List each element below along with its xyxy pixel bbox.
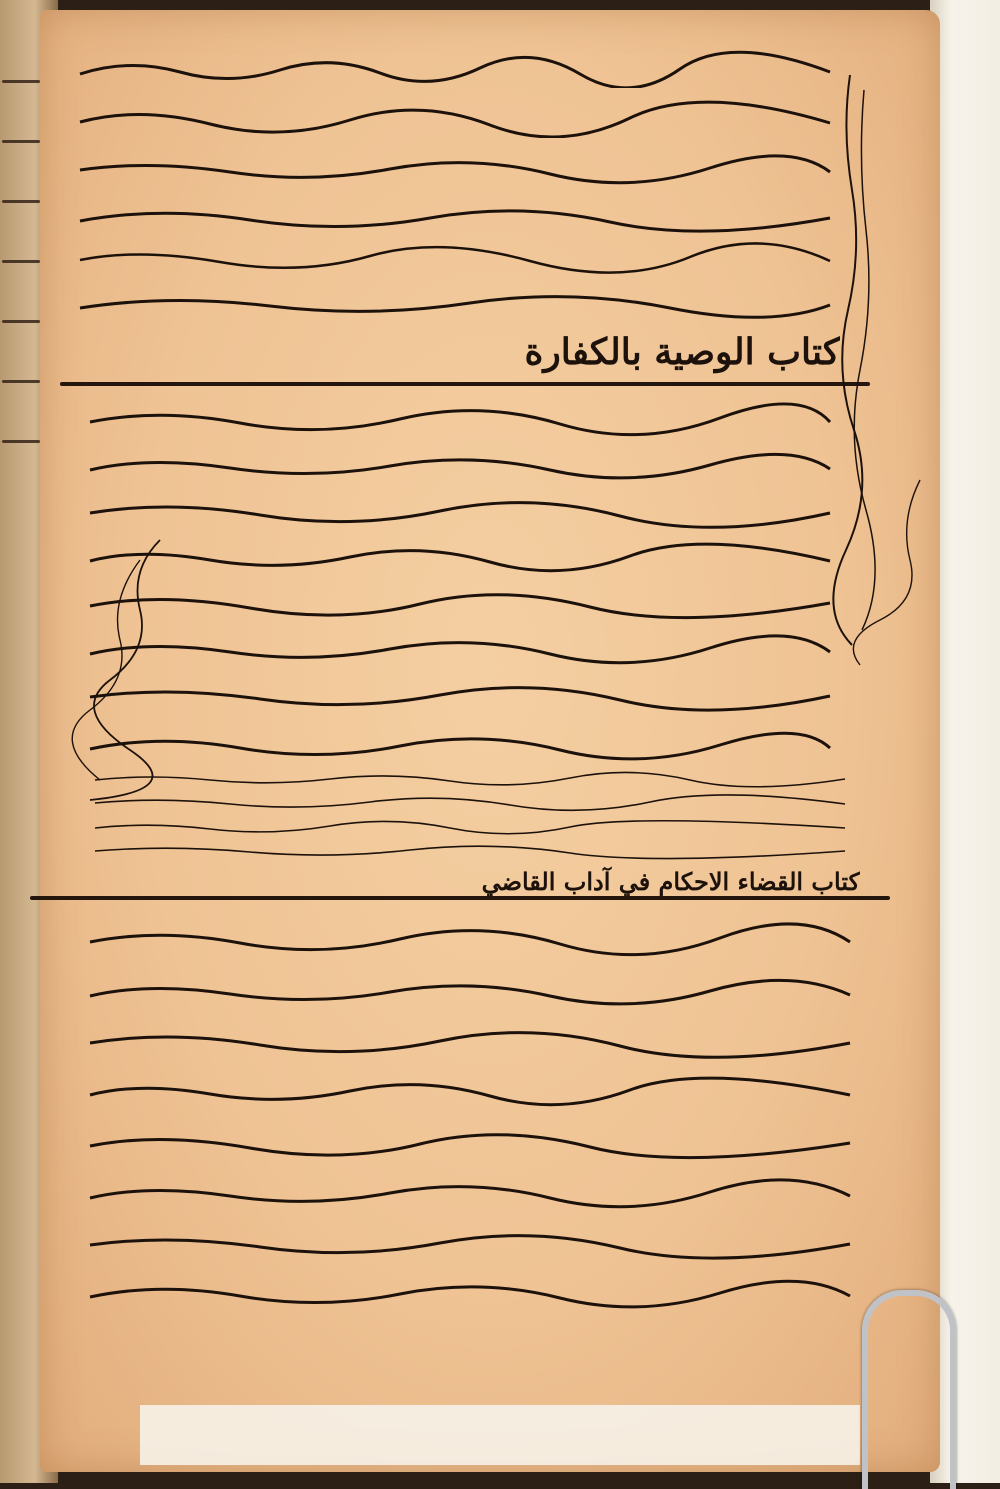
handwritten-line-4 [70, 196, 840, 236]
handwritten-small-line-1 [90, 768, 850, 788]
handwritten-line-16 [80, 970, 860, 1010]
margin-gloss-left [60, 530, 170, 810]
handwritten-line-8 [80, 444, 840, 484]
handwritten-line-13 [80, 674, 840, 714]
text-line [80, 628, 840, 680]
text-line [80, 1070, 860, 1122]
handwritten-line-21 [80, 1222, 860, 1262]
text-line [80, 674, 840, 726]
handwritten-line-7 [80, 398, 840, 438]
heading-rule-1 [60, 382, 870, 386]
text-line [80, 398, 840, 450]
text-line [80, 1172, 860, 1224]
margin-gloss-diagonal [840, 470, 930, 670]
handwritten-line-20 [80, 1172, 860, 1212]
handwritten-line-5 [70, 236, 840, 276]
handwritten-line-9 [80, 490, 840, 530]
handwritten-small-line-4 [90, 840, 850, 860]
text-line-small [90, 816, 850, 841]
manuscript-page [40, 10, 940, 1472]
handwritten-line-22 [80, 1272, 860, 1312]
text-line [70, 282, 840, 334]
text-line [70, 98, 840, 150]
heading-rule-2 [30, 896, 890, 900]
handwritten-line-2 [70, 98, 840, 138]
handwritten-line-10 [80, 536, 840, 576]
handwritten-line-18 [80, 1070, 860, 1110]
handwritten-line-6 [70, 282, 840, 322]
text-line [80, 1272, 860, 1324]
handwritten-line-12 [80, 628, 840, 668]
handwritten-line-19 [80, 1122, 860, 1162]
handwritten-line-3 [70, 148, 840, 188]
handwritten-line-17 [80, 1020, 860, 1060]
handwritten-line-15 [80, 918, 860, 958]
text-line [80, 444, 840, 496]
text-line [80, 582, 840, 634]
handwritten-line-1 [70, 48, 840, 88]
handwritten-line-14 [80, 724, 840, 764]
handwritten-small-line-2 [90, 792, 850, 812]
handwritten-line-11 [80, 582, 840, 622]
text-line [70, 148, 840, 200]
section-heading-2: كتاب القضاء الاحكام في آداب القاضي [481, 867, 860, 896]
text-line [80, 1122, 860, 1174]
backing-sheet [930, 0, 1000, 1483]
handwritten-small-line-3 [90, 816, 850, 836]
text-line [80, 918, 860, 970]
text-line [80, 490, 840, 542]
text-line [80, 1020, 860, 1072]
text-line [80, 1222, 860, 1274]
section-heading-1: كتاب الوصية بالكفارة [524, 331, 840, 373]
page-holder-clip[interactable] [862, 1290, 956, 1489]
lower-backing-sheet [140, 1405, 860, 1465]
text-line [70, 48, 840, 100]
text-line [80, 970, 860, 1022]
text-line-small [90, 768, 850, 793]
text-line-small [90, 792, 850, 817]
text-line [80, 536, 840, 588]
text-line [70, 236, 840, 288]
